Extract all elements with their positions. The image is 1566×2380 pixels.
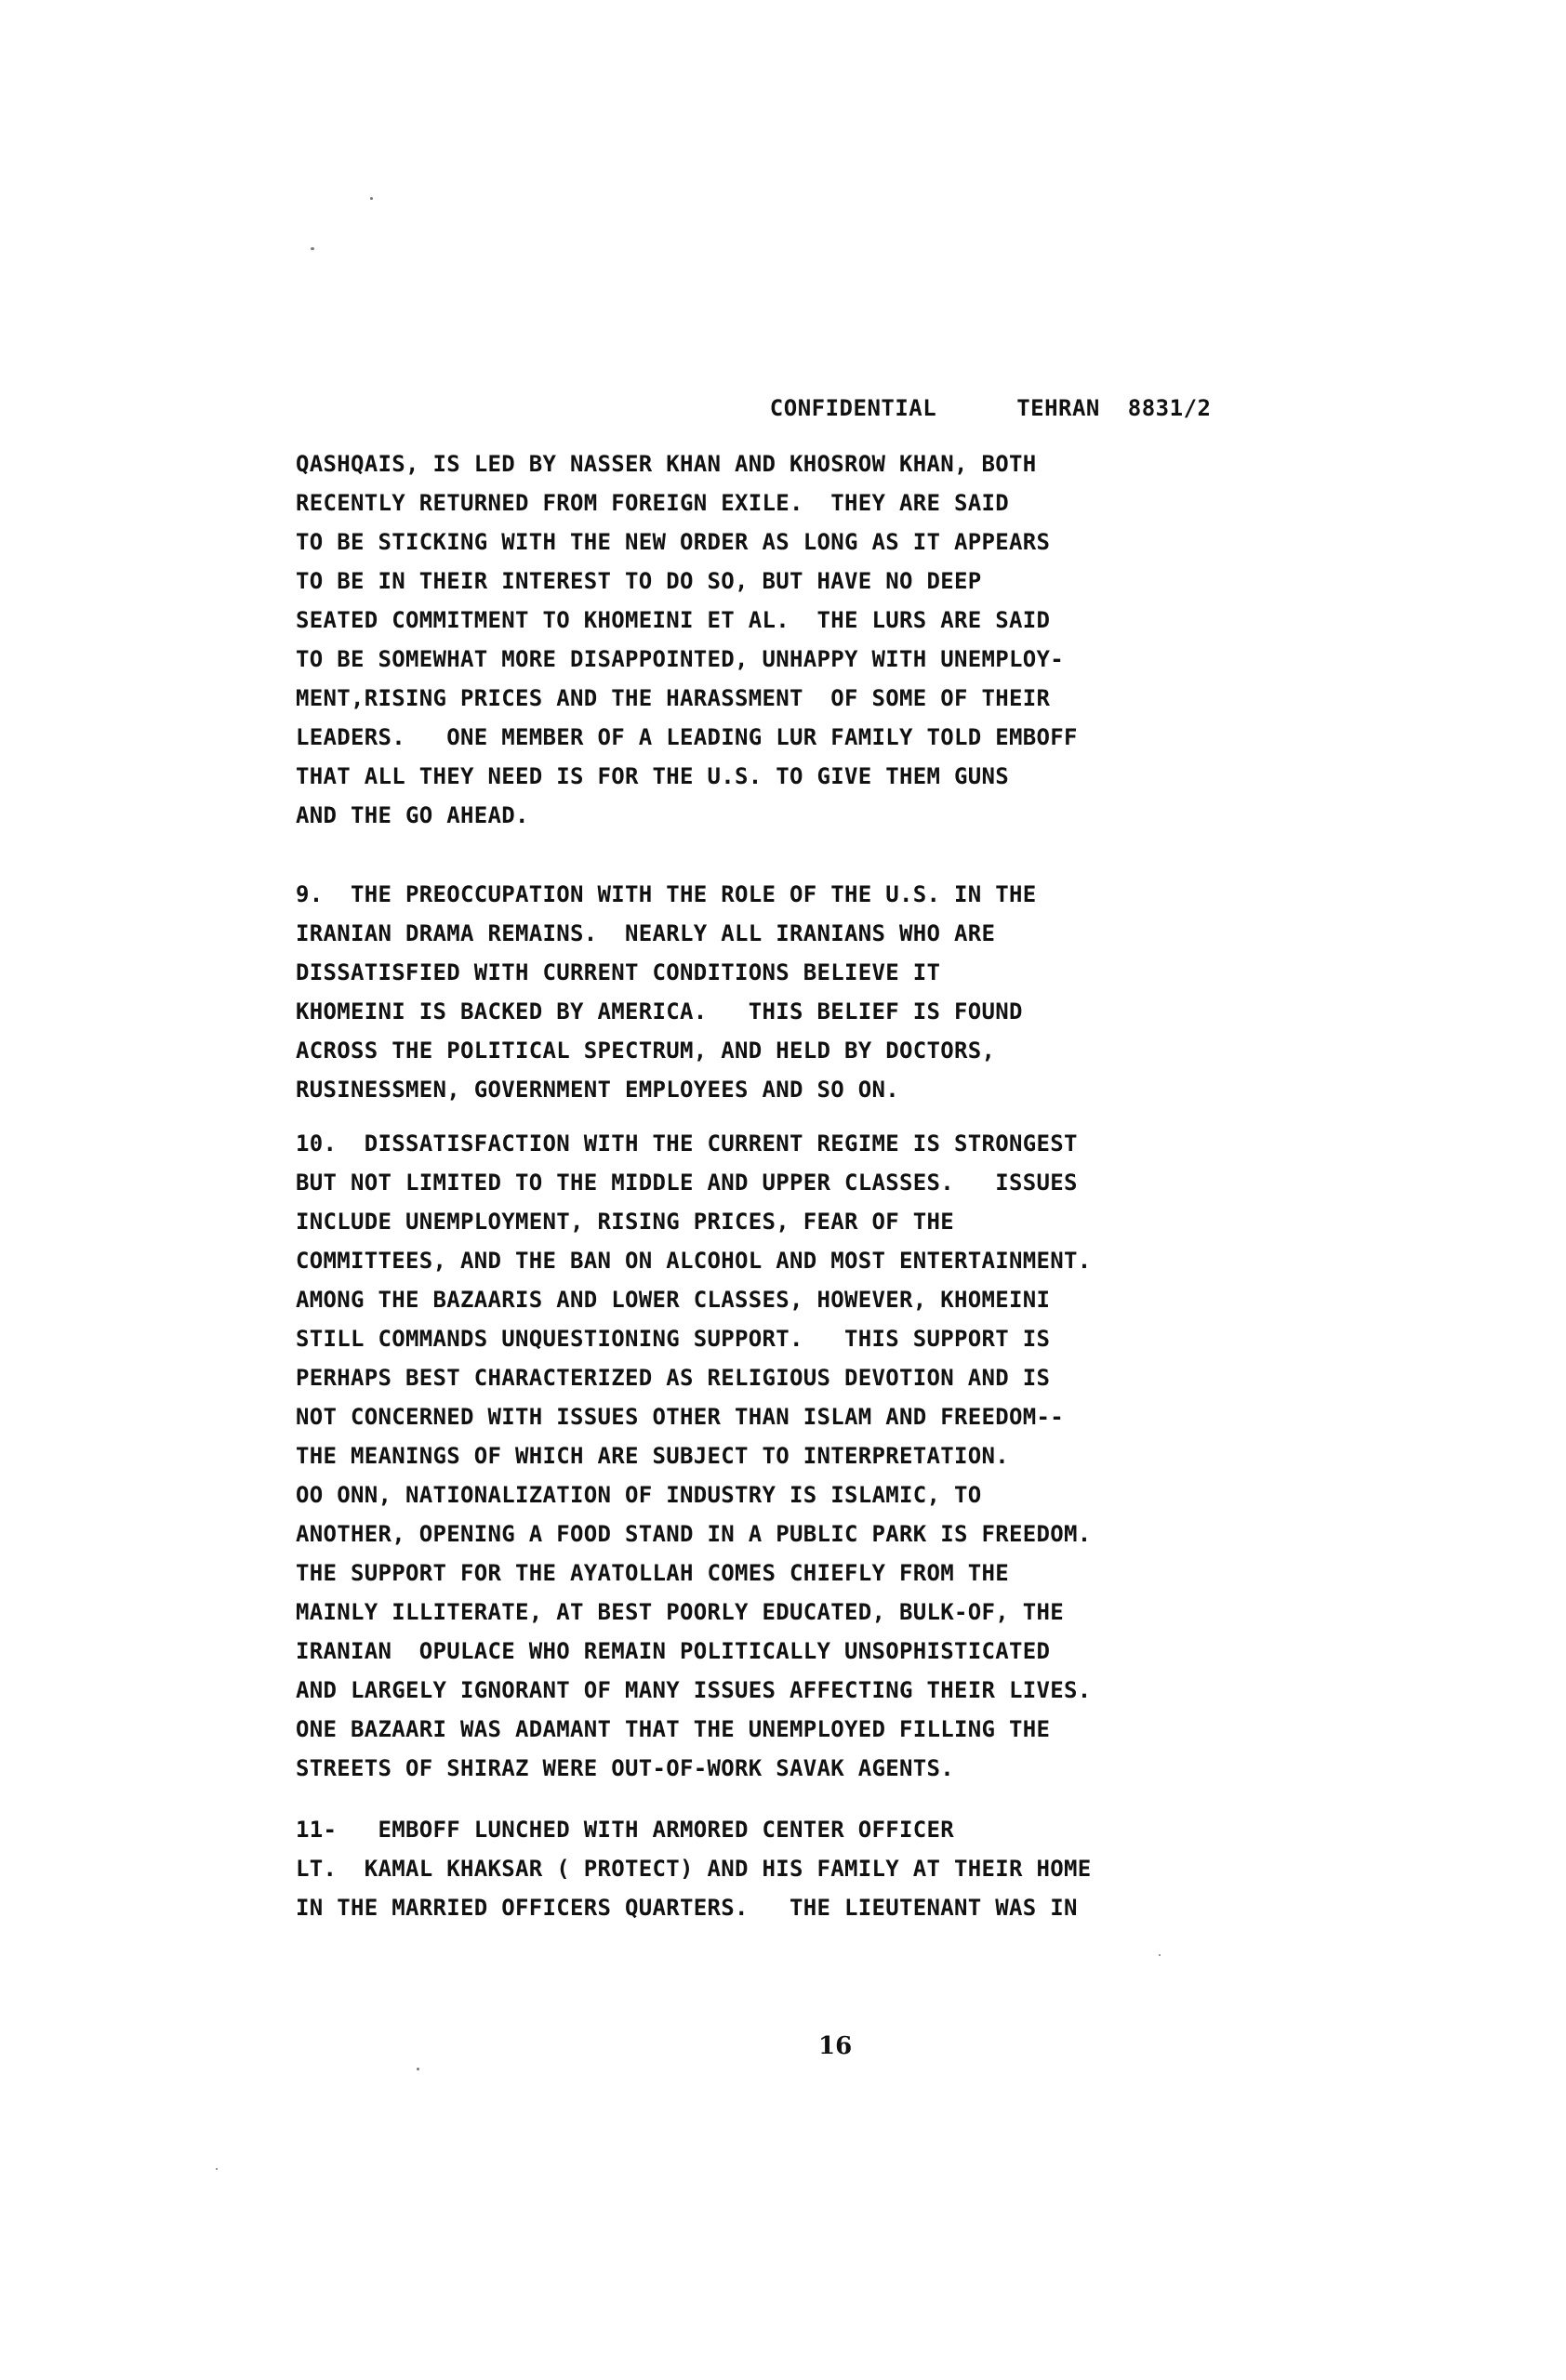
text-line: LEADERS. ONE MEMBER OF A LEADING LUR FAMILY TOLD EMBOFF [296,724,1078,750]
text-line: 11- EMBOFF LUNCHED WITH ARMORED CENTER OFFICER [296,1817,954,1843]
paragraph-continuation [296,444,1272,835]
text-line: IRANIAN OPULACE WHO REMAIN POLITICALLY UNSOPHISTICATED [296,1638,1051,1664]
text-line: STILL COMMANDS UNQUESTIONING SUPPORT. THIS SUPPORT IS [296,1326,1051,1352]
paragraph-9 [296,875,1272,1109]
text-line: AND LARGELY IGNORANT OF MANY ISSUES AFFECTING THEIR LIVES. [296,1677,1092,1703]
text-line: DISSATISFIED WITH CURRENT CONDITIONS BELIEVE IT [296,959,941,985]
text-line: PERHAPS BEST CHARACTERIZED AS RELIGIOUS DEVOTION AND IS [296,1365,1051,1391]
text-line: TO BE STICKING WITH THE NEW ORDER AS LONG AS IT APPEARS [296,529,1051,555]
text-line: THE SUPPORT FOR THE AYATOLLAH COMES CHIEFLY FROM THE [296,1560,1009,1586]
text-line: 9. THE PREOCCUPATION WITH THE ROLE OF THE U.S. IN THE [296,881,1037,907]
text-line: SEATED COMMITMENT TO KHOMEINI ET AL. THE LURS ARE SAID [296,607,1051,633]
text-line: STREETS OF SHIRAZ WERE OUT-OF-WORK SAVAK AGENTS. [296,1755,954,1781]
scan-speck [370,197,373,200]
text-line: QASHQAIS, IS LED BY NASSER KHAN AND KHOSROW KHAN, BOTH [296,451,1037,477]
text-line: IRANIAN DRAMA REMAINS. NEARLY ALL IRANIANS WHO ARE [296,920,996,946]
text-line: ONE BAZAARI WAS ADAMANT THAT THE UNEMPLOYED FILLING THE [296,1716,1051,1742]
text-line: MENT,RISING PRICES AND THE HARASSMENT OF SOME OF THEIR [296,685,1051,711]
text-line: TO BE SOMEWHAT MORE DISAPPOINTED, UNHAPPY WITH UNEMPLOY- [296,646,1064,672]
scan-speck [1159,1954,1161,1956]
text-line: 10. DISSATISFACTION WITH THE CURRENT REGIME IS STRONGEST [296,1130,1078,1157]
text-line: RECENTLY RETURNED FROM FOREIGN EXILE. THEY ARE SAID [296,490,1009,516]
text-line: ANOTHER, OPENING A FOOD STAND IN A PUBLIC PARK IS FREEDOM. [296,1521,1092,1547]
text-line: THE MEANINGS OF WHICH ARE SUBJECT TO INTERPRETATION. [296,1443,1009,1469]
text-line: OO ONN, NATIONALIZATION OF INDUSTRY IS ISLAMIC, TO [296,1482,982,1508]
text-line: BUT NOT LIMITED TO THE MIDDLE AND UPPER CLASSES. ISSUES [296,1170,1078,1196]
cable-reference: TEHRAN 8831/2 [1016,395,1212,421]
page-header [714,369,1211,447]
text-line: IN THE MARRIED OFFICERS QUARTERS. THE LIEUTENANT WAS IN [296,1895,1078,1921]
text-line: RUSINESSMEN, GOVERNMENT EMPLOYEES AND SO ON. [296,1077,899,1103]
text-line: AMONG THE BAZAARIS AND LOWER CLASSES, HOWEVER, KHOMEINI [296,1287,1051,1313]
text-line: COMMITTEES, AND THE BAN ON ALCOHOL AND MOST ENTERTAINMENT. [296,1248,1092,1274]
text-line: ACROSS THE POLITICAL SPECTRUM, AND HELD BY DOCTORS, [296,1038,996,1064]
text-line: MAINLY ILLITERATE, AT BEST POORLY EDUCATED, BULK-OF, THE [296,1599,1064,1625]
text-line: NOT CONCERNED WITH ISSUES OTHER THAN ISLAM AND FREEDOM-- [296,1404,1064,1430]
text-line: INCLUDE UNEMPLOYMENT, RISING PRICES, FEAR OF THE [296,1209,954,1235]
paragraph-10 [296,1124,1272,1788]
text-line: KHOMEINI IS BACKED BY AMERICA. THIS BELIEF IS FOUND [296,998,1023,1025]
text-line: TO BE IN THEIR INTEREST TO DO SO, BUT HAVE NO DEEP [296,568,982,594]
classification-marking: CONFIDENTIAL [769,395,937,421]
scan-speck [216,2168,218,2170]
scan-speck [417,2068,419,2070]
text-line: AND THE GO AHEAD. [296,802,529,828]
text-line: THAT ALL THEY NEED IS FOR THE U.S. TO GIVE THEM GUNS [296,763,1009,789]
scan-speck [311,247,314,250]
page-number: 16 [818,2032,853,2060]
paragraph-11 [296,1810,1272,1927]
text-line: LT. KAMAL KHAKSAR ( PROTECT) AND HIS FAMILY AT THEIR HOME [296,1856,1092,1882]
